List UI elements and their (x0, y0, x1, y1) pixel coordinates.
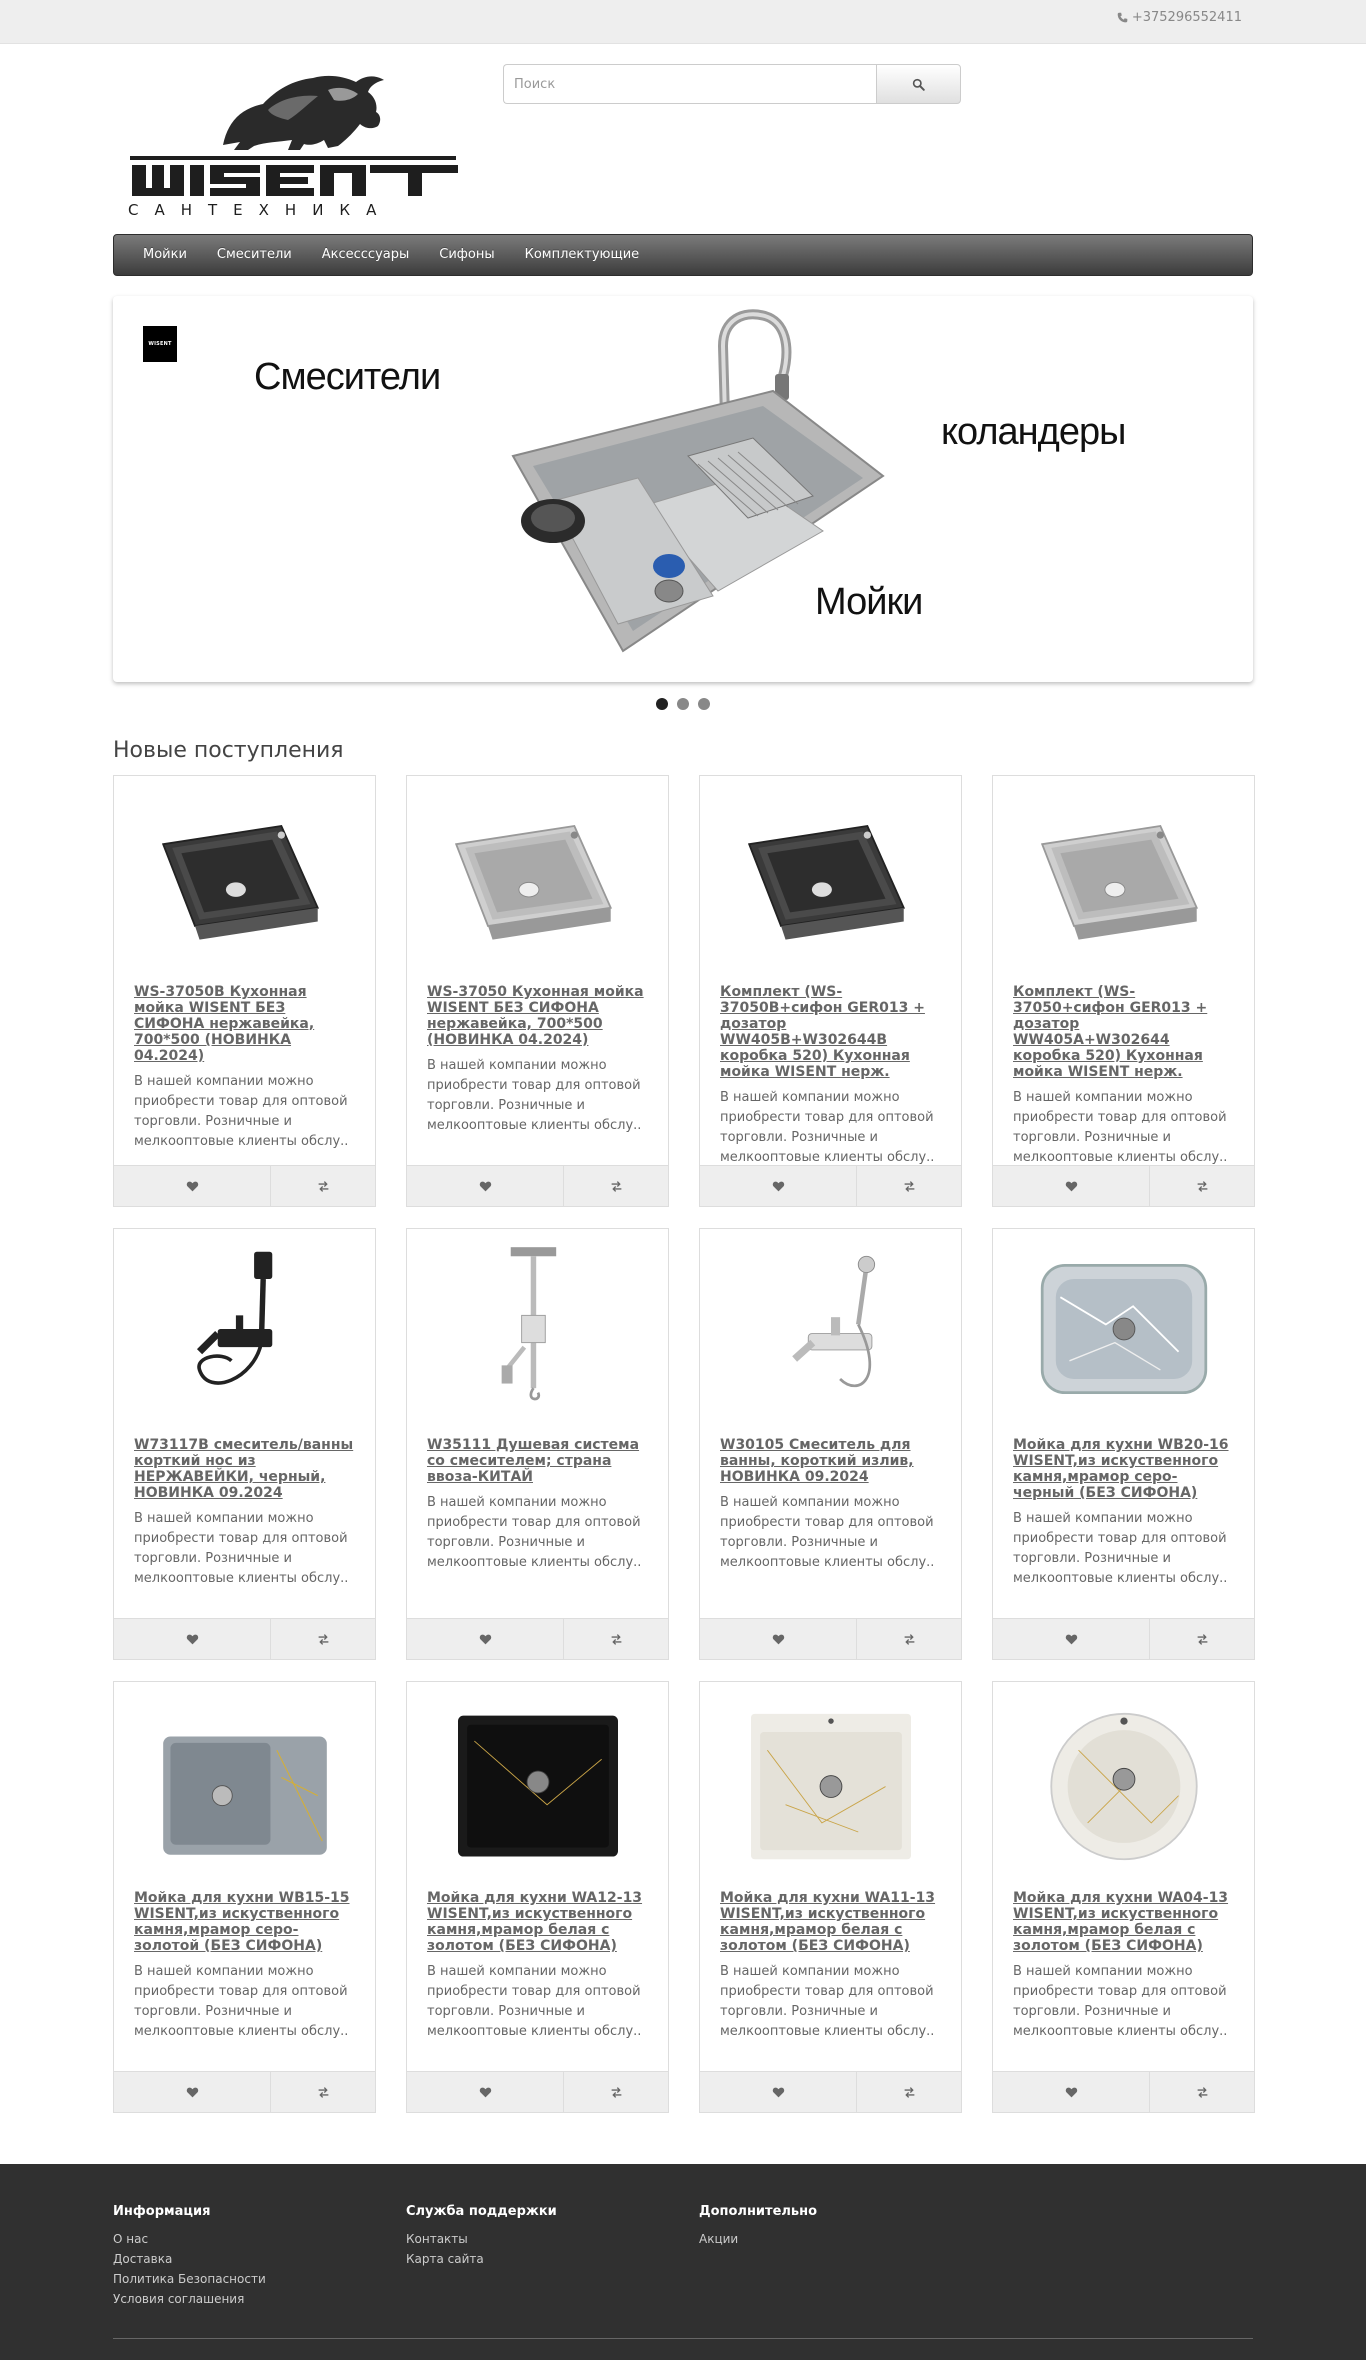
banner-mini-logo-text: WISENT (148, 341, 172, 347)
product-description: В нашей компании можно приобрести товар для оптовой торговли. Розничные и мелкооптовые клиенты обслу.. (427, 1495, 642, 1570)
product-card[interactable] (699, 1681, 962, 2113)
product-title-link[interactable]: Комплект (WS-37050B+сифон GER013 + дозатор WW405B+W302644B коробка 520) Кухонная мойка WISENT нерж. (720, 984, 925, 1080)
heart-icon (479, 1180, 492, 1193)
compare-button[interactable] (271, 1619, 375, 1660)
footer-link-privacy[interactable]: Политика Безопасности (113, 2272, 266, 2286)
product-title-link[interactable]: Комплект (WS-37050+сифон GER013 + дозатор WW405A+W302644 коробка 520) Кухонная мойка WISENT нерж. (1013, 984, 1208, 1080)
footer-heading-support: Служба поддержки (406, 2204, 557, 2219)
heart-icon (479, 2086, 492, 2099)
product-title-link[interactable]: Мойка для кухни WA11-13 WISENT,из искуственного камня,мрамор белая с золотом (БЕЗ СИФОНА) (720, 1890, 936, 1954)
main-menu (113, 234, 1253, 276)
search-icon (912, 78, 925, 91)
compare-arrows-icon (1196, 2086, 1209, 2099)
product-description: В нашей компании можно приобрести товар для оптовой торговли. Розничные и мелкооптовые клиенты обслу.. (1013, 1511, 1228, 1586)
product-image[interactable] (407, 776, 668, 976)
product-thumbnail (1024, 786, 1224, 966)
product-title-link[interactable]: Мойка для кухни WA12-13 WISENT,из искуственного камня,мрамор белая с золотом (БЕЗ СИФОНА) (427, 1890, 643, 1954)
add-to-wishlist-button[interactable] (993, 1166, 1150, 1207)
footer-link-about[interactable]: О нас (113, 2232, 149, 2246)
product-title-link[interactable]: WS-37050 Кухонная мойка WISENT БЕЗ СИФОНА нержавейка, 700*500 (НОВИНКА 04.2024) (427, 984, 644, 1048)
compare-button[interactable] (271, 2072, 375, 2113)
product-description: В нашей компании можно приобрести товар для оптовой торговли. Розничные и мелкооптовые клиенты обслу.. (134, 1964, 349, 2039)
wisent-bison-logo (128, 70, 460, 218)
banner-mini-logo (143, 326, 177, 362)
product-actions (407, 1618, 668, 1659)
site-logo[interactable] (128, 70, 460, 218)
heart-icon (1065, 1633, 1078, 1646)
product-title-link[interactable]: W30105 Смеситель для ванны, короткий излив, НОВИНКА 09.2024 (720, 1437, 914, 1485)
compare-button[interactable] (857, 1166, 961, 1207)
compare-arrows-icon (903, 2086, 916, 2099)
product-title-link[interactable]: Мойка для кухни WA04-13 WISENT,из искуственного камня,мрамор белая с золотом (БЕЗ СИФОНА) (1013, 1890, 1229, 1954)
product-image[interactable] (114, 1682, 375, 1882)
footer-heading-info: Информация (113, 2204, 211, 2219)
heart-icon (772, 1180, 785, 1193)
product-thumbnail (145, 786, 345, 966)
product-card[interactable] (113, 1228, 376, 1660)
search-button[interactable] (876, 64, 961, 104)
product-thumbnail (1024, 1239, 1224, 1419)
heart-icon (186, 2086, 199, 2099)
product-card[interactable] (406, 775, 669, 1207)
compare-arrows-icon (610, 1633, 623, 1646)
product-thumbnail (438, 1692, 638, 1872)
compare-button[interactable] (857, 2072, 961, 2113)
add-to-wishlist-button[interactable] (700, 1166, 857, 1207)
compare-button[interactable] (857, 1619, 961, 1660)
product-title-link[interactable]: WS-37050B Кухонная мойка WISENT БЕЗ СИФОНА нержавейка, 700*500 (НОВИНКА 04.2024) (134, 984, 315, 1064)
phone-number: +375296552411 (1131, 10, 1242, 25)
heart-icon (772, 1633, 785, 1646)
compare-button[interactable] (564, 1619, 668, 1660)
compare-arrows-icon (610, 2086, 623, 2099)
compare-button[interactable] (271, 1166, 375, 1207)
phone-link[interactable] (1117, 10, 1242, 25)
heart-icon (186, 1633, 199, 1646)
footer-column-info (113, 2204, 266, 2309)
menu-item-siphons[interactable]: Сифоны (439, 247, 495, 262)
menu-item-sinks[interactable]: Мойки (143, 247, 187, 262)
site-footer (0, 2164, 1366, 2360)
footer-link-specials[interactable]: Акции (699, 2232, 739, 2246)
product-description: В нашей компании можно приобрести товар для оптовой торговли. Розничные и мелкооптовые клиенты обслу.. (134, 1511, 349, 1586)
footer-link-contacts[interactable]: Контакты (406, 2232, 468, 2246)
product-actions (993, 1618, 1254, 1659)
product-actions (700, 1618, 961, 1659)
product-card[interactable] (406, 1681, 669, 2113)
compare-button[interactable] (1150, 1166, 1254, 1207)
product-actions (993, 2071, 1254, 2112)
search-input[interactable] (503, 64, 876, 104)
product-card[interactable] (406, 1228, 669, 1660)
footer-column-extra (699, 2204, 817, 2249)
compare-arrows-icon (317, 2086, 330, 2099)
add-to-wishlist-button[interactable] (407, 1619, 564, 1660)
product-thumbnail (731, 1692, 931, 1872)
product-description: В нашей компании можно приобрести товар для оптовой торговли. Розничные и мелкооптовые клиенты обслу.. (427, 1964, 642, 2039)
product-card[interactable] (699, 775, 962, 1207)
product-actions (700, 1165, 961, 1206)
compare-arrows-icon (1196, 1180, 1209, 1193)
product-card[interactable] (113, 775, 376, 1207)
product-description: В нашей компании можно приобрести товар для оптовой торговли. Розничные и мелкооптовые клиенты обслу.. (1013, 1090, 1228, 1165)
compare-arrows-icon (1196, 1633, 1209, 1646)
add-to-wishlist-button[interactable] (700, 2072, 857, 2113)
product-card[interactable] (113, 1681, 376, 2113)
slide-dot-3[interactable] (698, 698, 710, 710)
add-to-wishlist-button[interactable] (407, 2072, 564, 2113)
footer-heading-extra: Дополнительно (699, 2204, 818, 2219)
menu-item-components[interactable]: Комплектующие (524, 247, 640, 262)
product-card[interactable] (992, 775, 1255, 1207)
compare-arrows-icon (903, 1633, 916, 1646)
add-to-wishlist-button[interactable] (993, 2072, 1150, 2113)
product-image[interactable] (993, 1229, 1254, 1429)
product-description: В нашей компании можно приобрести товар для оптовой торговли. Розничные и мелкооптовые клиенты обслу.. (720, 1964, 935, 2039)
heart-icon (772, 2086, 785, 2099)
menu-item-accessories[interactable]: Аксесссуары (321, 247, 410, 262)
product-thumbnail (438, 786, 638, 966)
product-image[interactable] (700, 1682, 961, 1882)
product-title-link[interactable]: Мойка для кухни WB15-15 WISENT,из искуственного камня,мрамор серо-золотой (БЕЗ СИФОНА) (134, 1890, 350, 1954)
footer-column-support (406, 2204, 557, 2269)
product-image[interactable] (700, 1229, 961, 1429)
add-to-wishlist-button[interactable] (114, 2072, 271, 2113)
footer-divider (113, 2338, 1253, 2339)
product-actions (114, 2071, 375, 2112)
product-card[interactable] (992, 1228, 1255, 1660)
compare-button[interactable] (564, 1166, 668, 1207)
product-title-link[interactable]: Мойка для кухни WB20-16 WISENT,из искуственного камня,мрамор серо-черный (БЕЗ СИФОНА) (1013, 1437, 1229, 1501)
search-box (503, 64, 961, 104)
product-description: В нашей компании можно приобрести товар для оптовой торговли. Розничные и мелкооптовые клиенты обслу.. (427, 1058, 642, 1133)
compare-arrows-icon (610, 1180, 623, 1193)
product-actions (114, 1618, 375, 1659)
compare-button[interactable] (1150, 1619, 1254, 1660)
logo-subtitle: САНТЕХНИКА (128, 201, 393, 219)
compare-arrows-icon (317, 1633, 330, 1646)
slide-dot-1[interactable] (656, 698, 668, 710)
product-actions (993, 1165, 1254, 1206)
banner-caption-mixers: Смесители (254, 356, 441, 398)
product-image[interactable] (993, 1682, 1254, 1882)
product-thumbnail (1024, 1692, 1224, 1872)
heart-icon (1065, 1180, 1078, 1193)
product-actions (700, 2071, 961, 2112)
product-description: В нашей компании можно приобрести товар для оптовой торговли. Розничные и мелкооптовые клиенты обслу.. (720, 1090, 935, 1165)
phone-icon (1117, 12, 1128, 23)
banner-sink-image (493, 306, 893, 676)
add-to-wishlist-button[interactable] (114, 1166, 271, 1207)
banner-caption-sinks: Мойки (815, 581, 923, 623)
banner-caption-colanders: коландеры (941, 411, 1126, 453)
product-title-link[interactable]: W35111 Душевая система со смесителем; страна ввоза-КИТАЙ (427, 1437, 640, 1485)
product-title-link[interactable]: W73117B смеситель/ванны корткий нос из НЕРЖАВЕЙКИ, черный, НОВИНКА 09.2024 (134, 1437, 354, 1501)
footer-link-delivery[interactable]: Доставка (113, 2252, 173, 2266)
add-to-wishlist-button[interactable] (700, 1619, 857, 1660)
product-card[interactable] (699, 1228, 962, 1660)
heart-icon (479, 1633, 492, 1646)
product-actions (407, 1165, 668, 1206)
add-to-wishlist-button[interactable] (114, 1619, 271, 1660)
product-description: В нашей компании можно приобрести товар для оптовой торговли. Розничные и мелкооптовые клиенты обслу.. (1013, 1964, 1228, 2039)
compare-button[interactable] (564, 2072, 668, 2113)
product-image[interactable] (407, 1682, 668, 1882)
product-card[interactable] (992, 1681, 1255, 2113)
compare-arrows-icon (317, 1180, 330, 1193)
product-image[interactable] (700, 776, 961, 976)
product-image[interactable] (114, 776, 375, 976)
product-thumbnail (731, 786, 931, 966)
add-to-wishlist-button[interactable] (993, 1619, 1150, 1660)
compare-arrows-icon (903, 1180, 916, 1193)
banner-slideshow[interactable] (113, 296, 1253, 682)
heart-icon (186, 1180, 199, 1193)
slide-dot-2[interactable] (677, 698, 689, 710)
product-actions (114, 1165, 375, 1206)
product-image[interactable] (114, 1229, 375, 1429)
compare-button[interactable] (1150, 2072, 1254, 2113)
footer-link-terms[interactable]: Условия соглашения (113, 2292, 245, 2306)
product-thumbnail (438, 1239, 638, 1419)
product-image[interactable] (407, 1229, 668, 1429)
product-description: В нашей компании можно приобрести товар для оптовой торговли. Розничные и мелкооптовые клиенты обслу.. (720, 1495, 935, 1570)
section-title-new-arrivals: Новые поступления (113, 738, 344, 763)
product-actions (407, 2071, 668, 2112)
footer-link-sitemap[interactable]: Карта сайта (406, 2252, 484, 2266)
slideshow-pagination (0, 698, 1366, 710)
product-thumbnail (731, 1239, 931, 1419)
product-description: В нашей компании можно приобрести товар для оптовой торговли. Розничные и мелкооптовые клиенты обслу.. (134, 1074, 349, 1149)
product-thumbnail (145, 1692, 345, 1872)
menu-item-mixers[interactable]: Смесители (216, 247, 292, 262)
product-image[interactable] (993, 776, 1254, 976)
logo-wordmark (130, 156, 458, 196)
heart-icon (1065, 2086, 1078, 2099)
add-to-wishlist-button[interactable] (407, 1166, 564, 1207)
top-bar (0, 0, 1366, 44)
product-thumbnail (145, 1239, 345, 1419)
